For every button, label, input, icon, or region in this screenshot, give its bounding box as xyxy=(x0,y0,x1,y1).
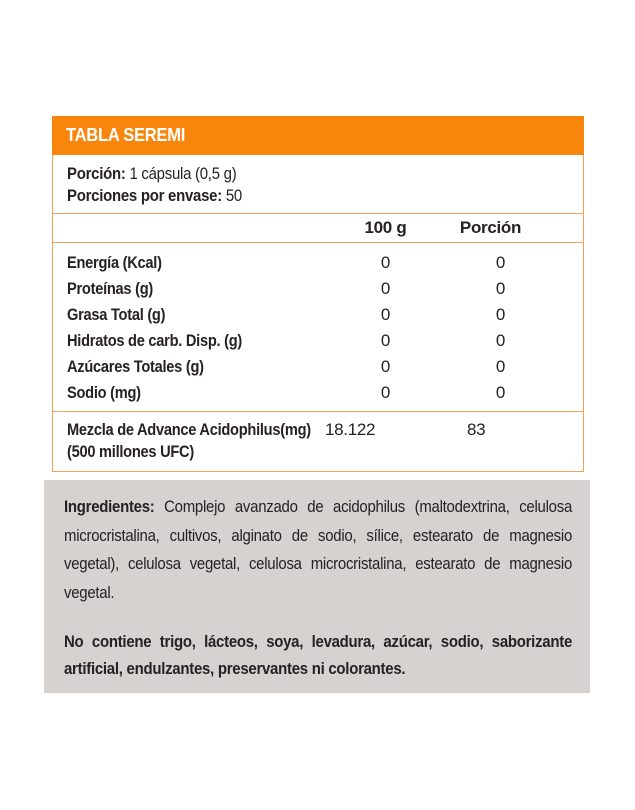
nutrient-label: Hidratos de carb. Disp. (g) xyxy=(67,331,243,350)
value-per-portion: 0 xyxy=(495,253,506,272)
nutrient-label: Sodio (mg) xyxy=(67,383,141,402)
value-per-portion: 0 xyxy=(495,331,506,350)
blend-row xyxy=(53,412,583,471)
table-row xyxy=(53,250,583,276)
servings-per-container-line xyxy=(67,185,509,207)
blend-value-per-100g: 18.122 xyxy=(325,420,376,439)
blend-value-per-portion: 83 xyxy=(467,420,486,439)
nutrient-rows xyxy=(53,243,583,411)
value-per-portion: 0 xyxy=(495,357,506,376)
table-row xyxy=(53,302,583,328)
serving-size-label: Porción: xyxy=(67,164,126,183)
value-per-100g: 0 xyxy=(380,279,391,298)
blend-label-line2: (500 millones UFC) xyxy=(67,442,194,461)
ingredients-paragraph xyxy=(64,493,572,607)
column-header-portion: Porción xyxy=(459,218,522,237)
value-per-100g: 0 xyxy=(380,357,391,376)
value-per-100g: 0 xyxy=(380,331,391,350)
value-per-portion: 0 xyxy=(495,383,506,402)
allergen-paragraph: No contiene trigo, lácteos, soya, levadura, azúcar, sodio, saborizante artificial, endulzantes, preservantes ni colorantes. xyxy=(64,632,573,678)
table-title-bar xyxy=(52,116,584,155)
nutrient-label: Grasa Total (g) xyxy=(67,305,166,324)
table-title: TABLA SEREMI xyxy=(66,125,186,145)
value-per-100g: 0 xyxy=(380,305,391,324)
column-header-100g: 100 g xyxy=(364,218,407,237)
servings-per-container-label: Porciones por envase: xyxy=(67,186,222,205)
column-header-row xyxy=(53,214,583,242)
value-per-100g: 0 xyxy=(380,253,391,272)
servings-per-container-value: 50 xyxy=(225,186,242,205)
serving-info xyxy=(53,155,583,213)
table-row xyxy=(53,380,583,406)
ingredients-text: Complejo avanzado de acidophilus (maltodextrina, celulosa microcristalina, cultivos, alginato de sodio, sílice, estearato de magnesio vegetal), celulosa vegetal, celulosa microcristalina, estearato de magnesio vegetal. xyxy=(64,497,573,602)
table-row xyxy=(53,276,583,302)
value-per-100g: 0 xyxy=(380,383,391,402)
value-per-portion: 0 xyxy=(495,279,506,298)
nutrient-label: Energía (Kcal) xyxy=(67,253,162,272)
table-row xyxy=(53,328,583,354)
seremi-table-box xyxy=(52,116,584,472)
table-row xyxy=(53,354,583,380)
serving-size-line xyxy=(67,163,509,185)
serving-size-value: 1 cápsula (0,5 g) xyxy=(129,164,237,183)
blend-label-line1: Mezcla de Advance Acidophilus(mg) xyxy=(67,420,311,439)
value-per-portion: 0 xyxy=(495,305,506,324)
ingredients-panel xyxy=(44,480,590,693)
nutrient-label: Proteínas (g) xyxy=(67,279,154,298)
ingredients-label: Ingredientes: xyxy=(64,497,155,516)
nutrient-label: Azúcares Totales (g) xyxy=(67,357,204,376)
